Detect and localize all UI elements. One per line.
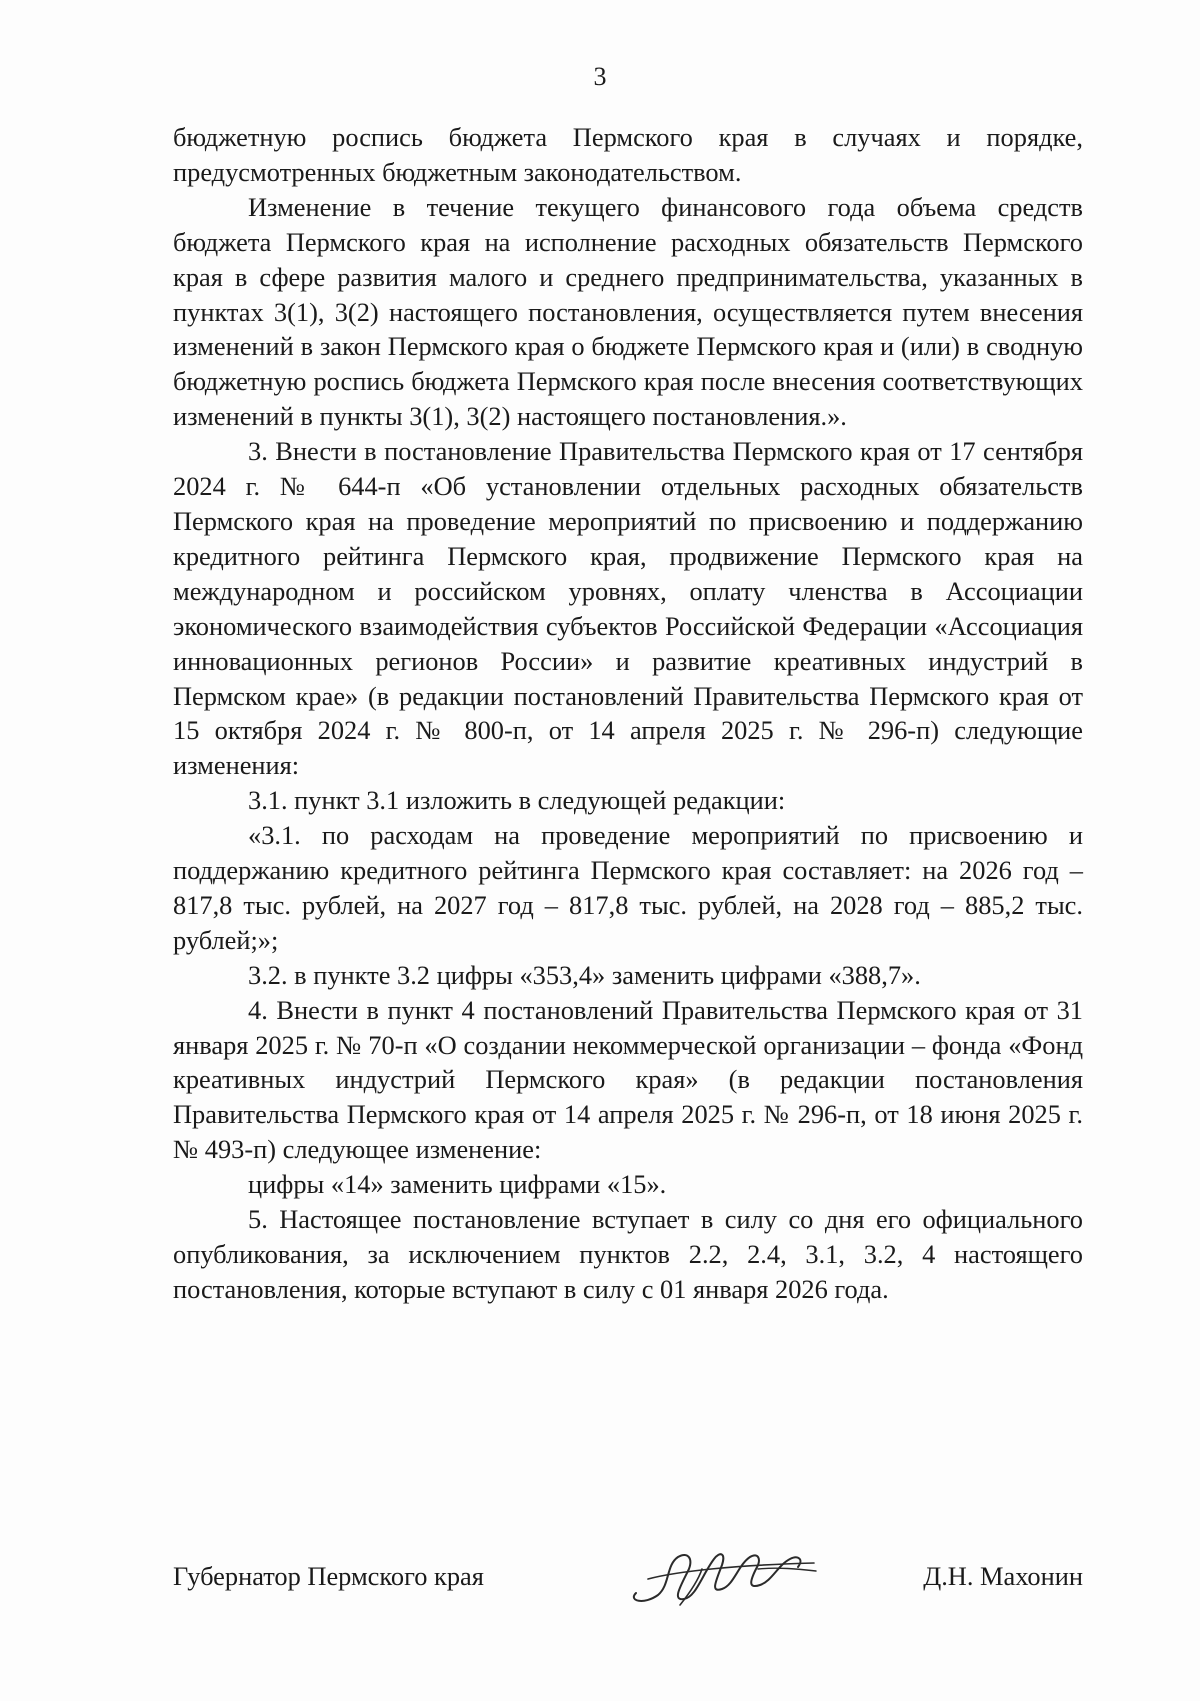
- signature-block: [173, 1553, 1083, 1613]
- paragraph-item-3-1-text: «3.1. по расходам на проведение мероприятий по присвоению и поддержанию кредитного рейтинга Пермского края составляет: на 2026 год – 817,8 тыс. рублей, на 2027 год – 817,8 тыс. рублей, на 2028 год – 885,2 тыс. рублей;»;: [173, 820, 1083, 955]
- paragraph-item-3-1: 3.1. пункт 3.1 изложить в следующей редакции:: [248, 785, 786, 816]
- signatory-title: Губернатор Пермского края: [173, 1561, 484, 1591]
- paragraph-item-4: 4. Внести в пункт 4 постановлений Правительства Пермского края от 31 января 2025 г. № 70-п «О создании некоммерческой организации – фонда «Фонд креативных индустрий Пермского края» (в редакции постановления Правительства Пермского края от 14 апреля 2025 г. № 296-п, от 18 июня 2025 г. № 493-п) следующее изменение:: [173, 994, 1083, 1165]
- paragraph-item-5: 5. Настоящее постановление вступает в силу со дня его официального опубликования, за исключением пунктов 2.2, 2.4, 3.1, 3.2, 4 настоящего постановления, которые вступают в силу с 01 января 2026 года.: [173, 1204, 1083, 1304]
- document-body: [173, 120, 1083, 1307]
- signatory-name: Д.Н. Махонин: [923, 1561, 1083, 1591]
- paragraph-item-3: 3. Внести в постановление Правительства Пермского края от 17 сентября 2024 г. № 644-п «Об установлении отдельных расходных обязательств Пермского края на проведение мероприятий по присвоению и поддержанию кредитного рейтинга Пермского края, продвижение Пермского края на международном и российском уровнях, оплату членства в Ассоциации экономического взаимодействия субъектов Российской Федерации «Ассоциация инновационных регионов России» и развитие креативных индустрий в Пермском крае» (в редакции постановлений Правительства Пермского края от 15 октября 2024 г. № 800-п, от 14 апреля 2025 г. № 296-п) следующие изменения:: [173, 436, 1083, 781]
- paragraph-budget-change: Изменение в течение текущего финансового года объема средств бюджета Пермского края на исполнение расходных обязательств Пермского края в сфере развития малого и среднего предпринимательства, указанных в пунктах 3(1), 3(2) настоящего постановления, осуществляется путем внесения изменений в закон Пермского края о бюджете Пермского края и (или) в сводную бюджетную роспись бюджета Пермского края после внесения соответствующих изменений в пункты 3(1), 3(2) настоящего постановления.».: [173, 191, 1083, 432]
- paragraph-item-3-2: 3.2. в пункте 3.2 цифры «353,4» заменить цифрами «388,7».: [248, 959, 921, 990]
- handwritten-signature: [618, 1535, 818, 1615]
- paragraph-continuation: бюджетную роспись бюджета Пермского края в случаях и порядке, предусмотренных бюджетным законодательством.: [173, 122, 1083, 187]
- page-number: 3: [593, 62, 607, 91]
- paragraph-item-4-change: цифры «14» заменить цифрами «15».: [248, 1169, 667, 1200]
